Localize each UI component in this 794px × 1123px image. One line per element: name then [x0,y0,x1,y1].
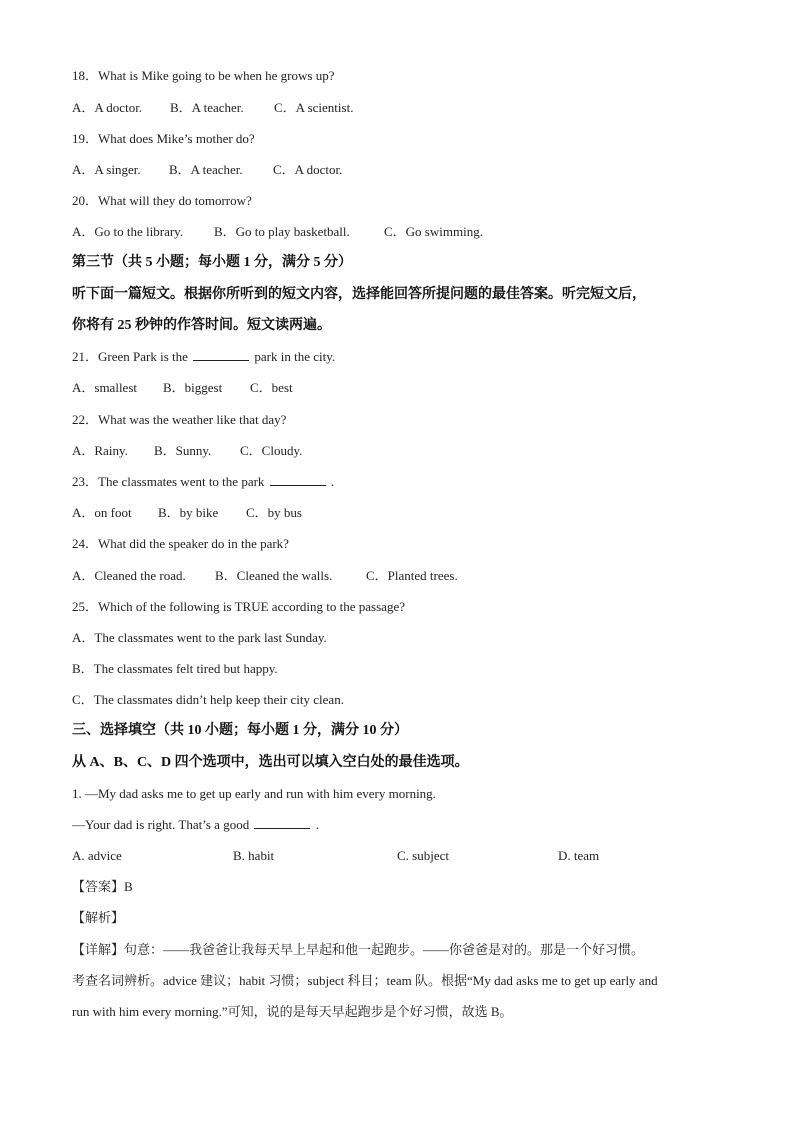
part-3-question-1-line-2-pre: —Your dad is right. That’s a good [72,817,250,832]
question-25-option-b: B．The classmates felt tired but happy. [72,661,278,676]
question-21-option-a: A．smallest [72,380,137,395]
part-3-instruction: 从 A、B、C、D 四个选项中，选出可以填入空白处的最佳选项。 [72,755,469,770]
question-20-option-b: B．Go to play basketball. [214,224,350,239]
question-21-stem-post: park in the city. [254,349,336,364]
question-19-option-c: C．A doctor. [273,162,343,177]
question-23-stem-pre: 23．The classmates went to the park [72,474,265,489]
question-19-option-b: B．A teacher. [169,162,243,177]
question-22-option-b: B．Sunny. [154,443,212,458]
question-18-option-a: A．A doctor. [72,100,143,115]
question-22-option-c: C．Cloudy. [240,443,303,458]
detail-line-2: 考查名词辨析。advice 建议；habit 习惯；subject 科目；team 队。根据“My dad asks me to get up early and [72,973,658,988]
question-22-option-a: A．Rainy. [72,443,128,458]
question-25-option-a: A．The classmates went to the park last Sunday. [72,630,327,645]
part-3-question-1-blank [254,816,310,829]
section-3-heading: 第三节（共 5 小题；每小题 1 分，满分 5 分） [72,255,352,270]
question-18-option-c: C．A scientist. [274,100,354,115]
question-24-option-b: B．Cleaned the walls. [215,568,333,583]
section-3-instruction-line-1: 听下面一篇短文。根据你所听到的短文内容，选择能回答所提问题的最佳答案。听完短文后， [72,287,646,302]
part-3-question-1-line-1: 1. —My dad asks me to get up early and run with him every morning. [72,786,436,801]
part-3-question-1-option-d: D. team [558,848,600,863]
detail-line-1: 【详解】句意：——我爸爸让我每天早上早起和他一起跑步。——你爸爸是对的。那是一个好习惯。 [72,942,645,957]
question-23-option-b: B．by bike [158,505,219,520]
part-3-question-1-option-c: C. subject [397,848,449,863]
answer-value: B [124,879,133,894]
answer-line [72,878,133,896]
question-19-stem: 19．What does Mike’s mother do? [72,131,255,146]
part-3-heading: 三、选择填空（共 10 小题；每小题 1 分，满分 10 分） [72,723,408,738]
part-3-question-1-option-a: A. advice [72,848,122,863]
answer-label: 【答案】 [72,879,125,894]
question-23-blank [270,473,326,486]
question-20-option-a: A．Go to the library. [72,224,184,239]
question-23-stem-post: . [330,474,335,489]
question-18-stem: 18．What is Mike going to be when he grows up? [72,68,335,83]
section-3-instruction-line-2: 你将有 25 秒钟的作答时间。短文读两遍。 [72,318,331,333]
question-18-option-b: B．A teacher. [170,100,244,115]
question-23-option-a: A．on foot [72,505,132,520]
question-24-stem: 24．What did the speaker do in the park? [72,536,289,551]
question-20-option-c: C．Go swimming. [384,224,483,239]
question-23-stem [72,473,334,491]
detail-line-3: run with him every morning.”可知，说的是每天早起跑步是个好习惯，故选 B。 [72,1004,513,1019]
question-25-stem: 25．Which of the following is TRUE according to the passage? [72,599,405,614]
part-3-question-1-line-2 [72,816,319,834]
question-25-option-c: C．The classmates didn’t help keep their city clean. [72,692,344,707]
question-22-stem: 22．What was the weather like that day? [72,412,287,427]
question-21-option-b: B．biggest [163,380,223,395]
question-24-option-c: C．Planted trees. [366,568,458,583]
question-20-stem: 20．What will they do tomorrow? [72,193,252,208]
question-21-blank [193,348,249,361]
question-19-option-a: A．A singer. [72,162,141,177]
part-3-question-1-option-b: B. habit [233,848,275,863]
part-3-question-1-line-2-post: . [315,817,319,832]
question-21-stem [72,348,335,366]
analysis-label: 【解析】 [72,910,125,925]
question-21-stem-pre: 21．Green Park is the [72,349,188,364]
question-24-option-a: A．Cleaned the road. [72,568,186,583]
question-21-option-c: C．best [250,380,293,395]
question-23-option-c: C．by bus [246,505,302,520]
